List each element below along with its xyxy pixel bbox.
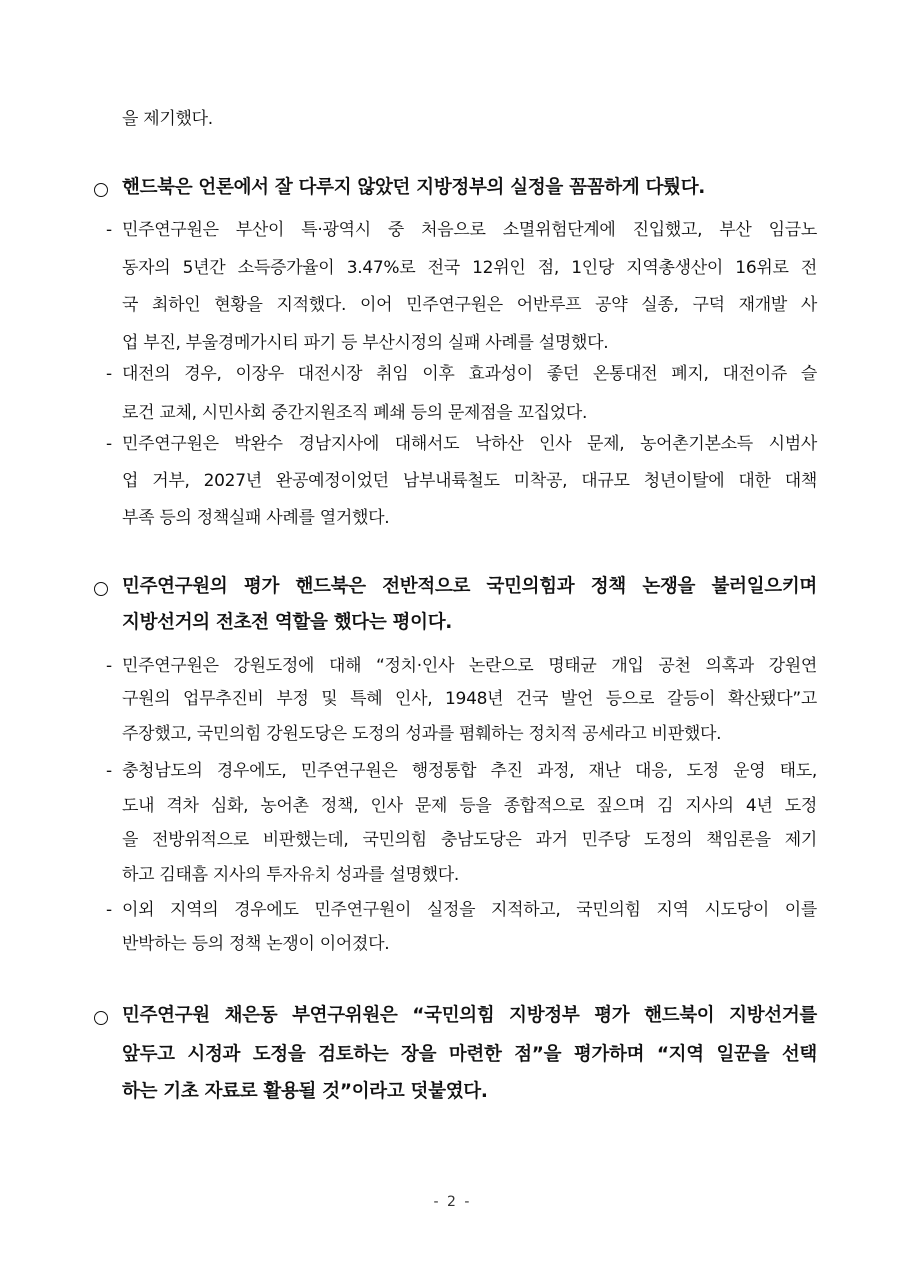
intro-line: 을 제기했다.	[122, 109, 213, 129]
circle-bullet-icon	[94, 1011, 108, 1025]
section2-bullet2-line2: 도내 격차 심화, 농어촌 정책, 인사 문제 등을 종합적으로 짚으며 김 지사의 4년 도정	[122, 796, 817, 816]
section1-heading: 핸드북은 언론에서 잘 다루지 않았던 지방정부의 실정을 꼼꼼하게 다뤘다.	[122, 177, 705, 198]
page-number: - 2 -	[433, 1194, 472, 1210]
section1-bullet3-line3: 부족 등의 정책실패 사례를 열거했다.	[122, 508, 390, 528]
section3-heading-line1: 민주연구원 채은동 부연구위원은 “국민의힘 지방정부 평가 핸드북이 지방선거를	[122, 1005, 817, 1026]
section2-heading-line2: 지방선거의 전초전 역할을 했다는 평이다.	[122, 612, 452, 633]
dash-mark: -	[106, 220, 113, 240]
section2-bullet1-line3: 주장했고, 국민의힘 강원도당은 도정의 성과를 폄훼하는 정치적 공세라고 비판했다.	[122, 724, 722, 744]
section1-bullet1-line4: 업 부진, 부울경메가시티 파기 등 부산시정의 실패 사례를 설명했다.	[122, 333, 609, 353]
section2-heading-line1: 민주연구원의 평가 핸드북은 전반적으로 국민의힘과 정책 논쟁을 불러일으키며	[122, 576, 817, 597]
circle-bullet-icon	[94, 582, 108, 596]
dash-mark: -	[106, 434, 113, 454]
section2-bullet2-line1: 충청남도의 경우에도, 민주연구원은 행정통합 추진 과정, 재난 대응, 도정 운영 태도,	[122, 761, 817, 781]
section2-bullet1-line1: 민주연구원은 강원도정에 대해 “정치·인사 논란으로 명태균 개입 공천 의혹과 강원연	[122, 656, 817, 676]
section1-bullet1-line2: 동자의 5년간 소득증가율이 3.47%로 전국 12위인 점, 1인당 지역총생산이 16위로 전	[122, 258, 817, 278]
section2-bullet3-line2: 반박하는 등의 정책 논쟁이 이어졌다.	[122, 934, 390, 954]
circle-bullet-icon	[94, 183, 108, 197]
section1-bullet1-line1: 민주연구원은 부산이 특·광역시 중 처음으로 소멸위험단계에 진입했고, 부산 임금노	[122, 220, 817, 240]
dash-mark: -	[106, 900, 113, 920]
section1-bullet2-line2: 로건 교체, 시민사회 중간지원조직 폐쇄 등의 문제점을 꼬집었다.	[122, 403, 588, 423]
section2-bullet2-line4: 하고 김태흠 지사의 투자유치 성과를 설명했다.	[122, 865, 459, 885]
section2-bullet2-line3: 을 전방위적으로 비판했는데, 국민의힘 충남도당은 과거 민주당 도정의 책임론을 제기	[122, 830, 817, 850]
dash-mark: -	[106, 364, 113, 384]
dash-mark: -	[106, 656, 113, 676]
section1-bullet2-line1: 대전의 경우, 이장우 대전시장 취임 이후 효과성이 좋던 온통대전 폐지, 대전이쥬 슬	[122, 364, 817, 384]
dash-mark: -	[106, 761, 113, 781]
section1-bullet1-line3: 국 최하인 현황을 지적했다. 이어 민주연구원은 어반루프 공약 실종, 구덕 재개발 사	[122, 295, 817, 315]
section3-heading-line2: 앞두고 시정과 도정을 검토하는 장을 마련한 점”을 평가하며 “지역 일꾼을 선택	[122, 1044, 817, 1065]
section3-heading-line3: 하는 기초 자료로 활용될 것”이라고 덧붙였다.	[122, 1081, 488, 1102]
section2-bullet3-line1: 이외 지역의 경우에도 민주연구원이 실정을 지적하고, 국민의힘 지역 시도당이 이를	[122, 900, 817, 920]
section1-bullet3-line1: 민주연구원은 박완수 경남지사에 대해서도 낙하산 인사 문제, 농어촌기본소득 시범사	[122, 434, 817, 454]
section2-bullet1-line2: 구원의 업무추진비 부정 및 특혜 인사, 1948년 건국 발언 등으로 갈등이 확산됐다”고	[122, 689, 817, 709]
section1-bullet3-line2: 업 거부, 2027년 완공예정이었던 남부내륙철도 미착공, 대규모 청년이탈에 대한 대책	[122, 471, 817, 491]
